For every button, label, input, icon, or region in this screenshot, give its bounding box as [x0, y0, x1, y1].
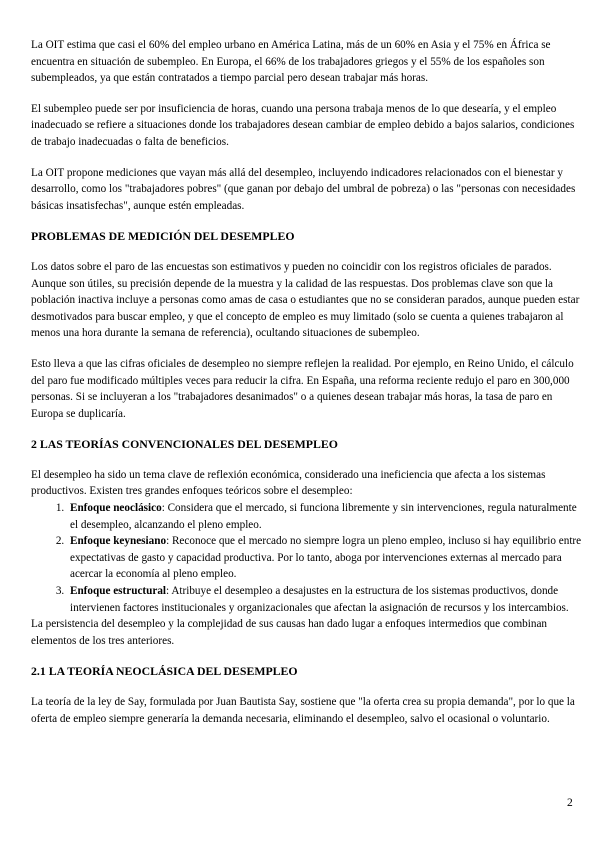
list-item-neoclasico: [67, 500, 583, 533]
term-estructural: Enfoque estructural: [70, 585, 167, 598]
paragraph-ley-say: La teoría de la ley de Say, formulada por Juan Bautista Say, sostiene que "la oferta crea su propia demanda", por lo que la oferta de empleo siempre generaría la demanda necesaria, eliminando el desempleo, salvo el ocasional o voluntario.: [31, 696, 575, 725]
list-item-estructural: [67, 583, 583, 616]
paragraph-mediciones-oit: La OIT propone mediciones que vayan más allá del desempleo, incluyendo indicadores relacionados con el bienestar y desarrollo, como los "trabajadores pobres" (que ganan por debajo del umbral de pobreza) o las "personas con necesidades básicas insatisfechas", aunque estén empleadas.: [31, 166, 576, 212]
term-neoclasico: Enfoque neoclásico: [70, 502, 162, 515]
paragraph-tipos-subempleo: El subempleo puede ser por insuficiencia de horas, cuando una persona trabaja menos de lo que desearía, y el empleo inadecuado se refiere a situaciones donde los trabajadores desean cambiar de empleo debido a bajos salarios, condiciones de trabajo inadecuadas o falta de beneficios.: [31, 102, 575, 148]
heading-teorias-convencionales: 2 LAS TEORÍAS CONVENCIONALES DEL DESEMPLEO: [31, 437, 338, 452]
enfoques-list: [31, 500, 583, 616]
list-item-keynesiano: [67, 533, 583, 583]
paragraph-datos-paro: Los datos sobre el paro de las encuestas son estimativos y pueden no coincidir con los registros oficiales de parados. Aunque son útiles, su precisión depende de la muestra y la calidad de las respuestas. Dos problemas clave son que la población inactiva incluye a personas como amas de casa o estudiantes que no se consideran parados, aunque pueden estar desmotivados para buscar empleo, y que el concepto de empleo es muy limitado (solo se cuenta a quienes trabajaron al menos una hora durante la semana de referencia), ocultando situaciones de subempleo.: [31, 260, 580, 340]
paragraph-cifras-oficiales: Esto lleva a que las cifras oficiales de desempleo no siempre reflejen la realidad. Por ejemplo, en Reino Unido, el cálculo del paro fue modificado múltiples veces para reducir la cifra. En España, una reforma reciente redujo el paro en 300,000 personas. Si se incluyeran a los "trabajadores desanimados" o a quienes desean trabajar más horas, la tasa de paro en Europa se duplicaría.: [31, 357, 574, 420]
page-content: [31, 37, 583, 741]
text-estructural: : Atribuye el desempleo a desajustes en la estructura de los sistemas productivos, donde intervienen factores institucionales y organizacionales que afectan la asignación de recursos y los intercambios.: [70, 585, 569, 614]
term-keynesiano: Enfoque keynesiano: [70, 535, 167, 548]
text-neoclasico: : Considera que el mercado, si funciona libremente y sin intervenciones, regula naturalmente el desempleo, alcanzando el pleno empleo.: [70, 502, 577, 531]
heading-teoria-neoclasica: 2.1 LA TEORÍA NEOCLÁSICA DEL DESEMPLEO: [31, 664, 298, 679]
paragraph-desempleo-intro: El desempleo ha sido un tema clave de reflexión económica, considerado una ineficiencia que afecta a los sistemas productivos. Existen tres grandes enfoques teóricos sobre el desempleo:: [31, 468, 546, 498]
page-number: 2: [567, 797, 573, 809]
paragraph-persistencia: La persistencia del desempleo y la complejidad de sus causas han dado lugar a enfoques intermedios que combinan elementos de los tres anteriores.: [31, 618, 548, 647]
heading-problemas-medicion: PROBLEMAS DE MEDICIÓN DEL DESEMPLEO: [31, 229, 295, 244]
text-keynesiano: : Reconoce que el mercado no siempre logra un pleno empleo, incluso si hay equilibrio entre expectativas de gasto y capacidad productiva. Por lo tanto, aboga por intervenciones externas al mercado para acercar la economía al pleno empleo.: [70, 535, 582, 581]
paragraph-subempleo-estadisticas: La OIT estima que casi el 60% del empleo urbano en América Latina, más de un 60% en Asia y el 75% en África se encuentra en situación de subempleo. En Europa, el 66% de los trabajadores griegos y el 55% de los españoles son subempleados, ya que están contratados a tiempo parcial pero desean trabajar más horas.: [31, 39, 551, 85]
